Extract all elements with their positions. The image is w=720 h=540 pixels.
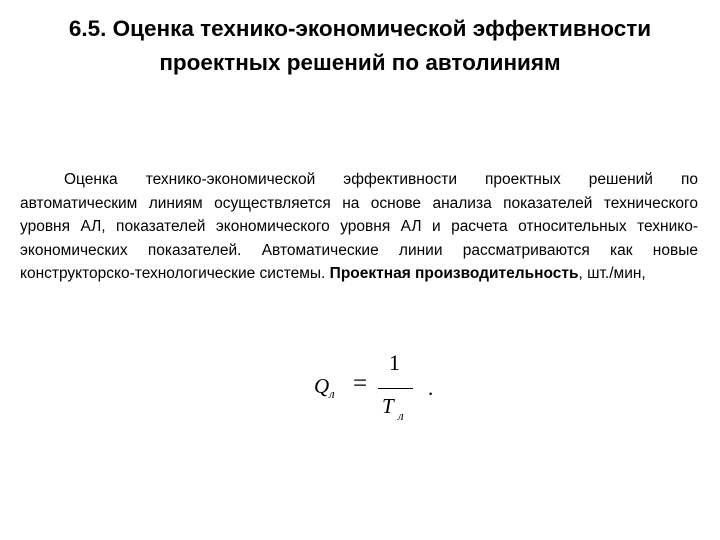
paragraph-text: Оценка технико-экономической эффективности проектных решений по автоматическим линиям осуществляется на основе анализа показателей технического уровня АЛ, показателей экономического уровня АЛ и расчета относительных технико-экономических показателей. Автоматические линии рассматриваются как новые конструкторско-технологические системы. [20,171,698,282]
bold-term: Проектная производительность [329,265,579,282]
formula-lhs-subscript: л [329,386,335,401]
formula-end-punctuation: . [428,376,434,400]
formula-denominator-subscript: л [398,408,404,423]
formula-denominator-symbol: T [382,394,394,418]
slide-title: 6.5. Оценка технико-экономической эффективности проектных решений по автолиниям [68,16,652,75]
formula-equals-sign: = [353,370,368,397]
formula-fraction-bar [378,388,413,389]
formula-lhs-symbol: Q [314,374,330,398]
body-paragraph [20,168,698,286]
formula-numerator: 1 [389,350,400,375]
productivity-formula [300,352,450,442]
unit-suffix: , шт./мин, [578,265,646,282]
